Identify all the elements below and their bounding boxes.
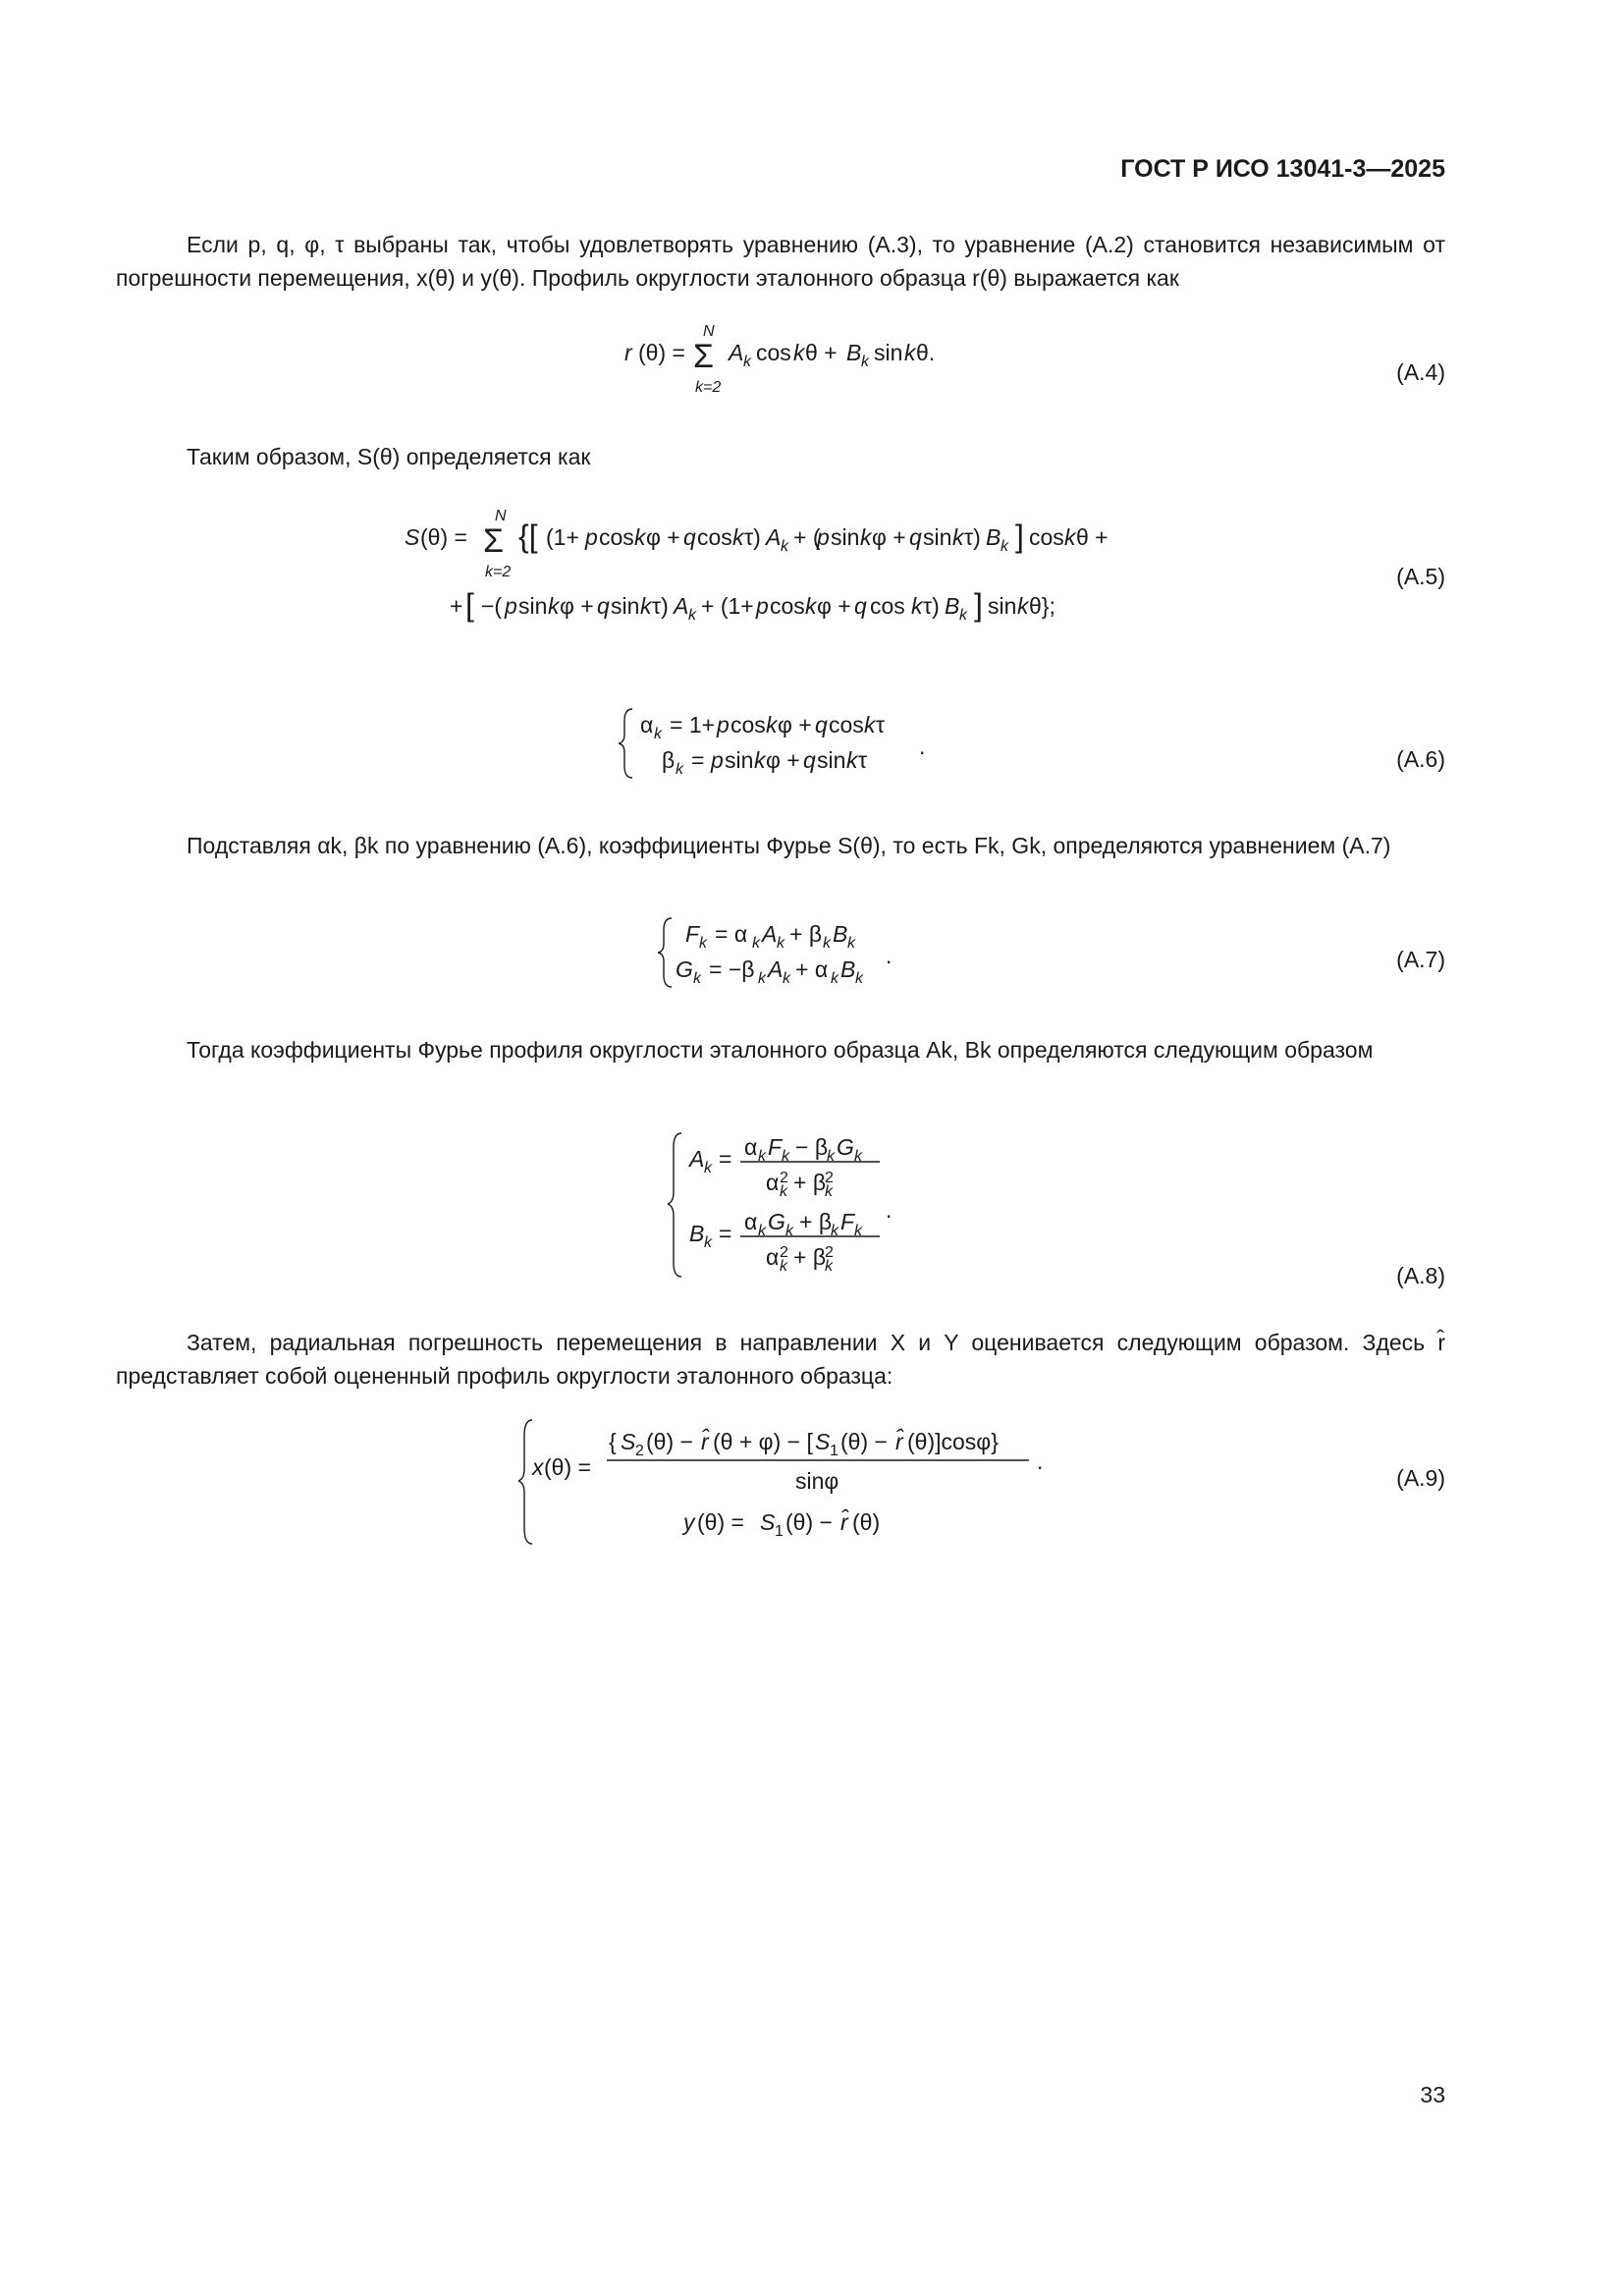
svg-text:B: B [840, 957, 856, 982]
svg-text:S: S [815, 1429, 831, 1454]
svg-text:= 1+: = 1+ [670, 712, 716, 738]
svg-text:k: k [846, 747, 858, 773]
svg-text:k: k [860, 524, 872, 550]
svg-text:τ: τ [876, 712, 886, 738]
paragraph-2 [116, 440, 1445, 473]
svg-text:Σ: Σ [693, 338, 715, 375]
svg-text:+ (1+: + (1+ [701, 593, 754, 619]
equation-a6 [619, 699, 952, 788]
svg-text:k: k [693, 970, 701, 987]
svg-text:.: . [886, 943, 893, 968]
svg-text:cos: cos [1029, 524, 1064, 550]
paragraph-1 [116, 228, 1445, 295]
svg-text:k: k [783, 970, 790, 987]
svg-text:.: . [1037, 1449, 1044, 1474]
svg-text:k: k [825, 1258, 833, 1275]
svg-text:q: q [803, 747, 816, 773]
svg-text:k: k [911, 593, 923, 619]
svg-text:(θ) =: (θ) = [420, 524, 467, 550]
svg-text:sin: sin [923, 524, 952, 550]
svg-text:k: k [654, 726, 662, 742]
svg-text:τ): τ) [652, 593, 669, 619]
svg-text:k: k [688, 607, 696, 624]
paragraph-5-text: Затем, радиальная погрешность перемещения в направлении X и Y оценивается следующим образом. Здесь r̂ представляет собой оцененный профиль округлости эталонного образца: [116, 1330, 1445, 1389]
svg-text:B: B [689, 1221, 705, 1246]
paragraph-1-text: Если p, q, φ, τ выбраны так, чтобы удовлетворять уравнению (А.3), то уравнение (А.2) становится независимым от погрешности перемещения, x(θ) и y(θ). Профиль округлости эталонного образца r(θ) выражается как [116, 232, 1445, 291]
svg-text:A: A [674, 593, 689, 619]
svg-text:B: B [986, 524, 1001, 550]
svg-text:+ β: + β [793, 1170, 827, 1195]
svg-text:2: 2 [780, 1244, 788, 1261]
svg-text:k: k [823, 935, 831, 952]
svg-text:p: p [717, 712, 730, 738]
svg-text:k: k [805, 593, 817, 619]
svg-text:r̂: r̂ [701, 1429, 709, 1454]
svg-text:A: A [689, 1146, 705, 1172]
svg-text:θ +: θ + [1076, 524, 1109, 550]
svg-text:k: k [766, 712, 778, 738]
svg-text:cos: cos [770, 593, 805, 619]
svg-text:cos: cos [756, 340, 791, 365]
svg-text:k: k [904, 340, 916, 365]
svg-text:A: A [766, 524, 782, 550]
svg-text:G: G [768, 1209, 785, 1234]
svg-text:τ): τ) [964, 524, 981, 550]
svg-text:k: k [855, 970, 863, 987]
paragraph-5 [116, 1326, 1445, 1393]
svg-text:=: = [719, 1146, 732, 1172]
svg-text:θ};: θ}; [1029, 593, 1055, 619]
svg-text:N: N [703, 323, 715, 340]
page-number: 33 [1420, 2082, 1445, 2107]
svg-text:k: k [754, 747, 766, 773]
svg-text:2: 2 [825, 1170, 834, 1186]
svg-text:B: B [833, 921, 848, 947]
svg-text:p: p [585, 524, 598, 550]
svg-text:2: 2 [780, 1170, 788, 1186]
svg-text:q: q [909, 524, 922, 550]
svg-text:k: k [952, 524, 964, 550]
svg-text:k: k [758, 1148, 766, 1165]
svg-text:k: k [959, 607, 967, 624]
svg-text:{[: {[ [518, 519, 538, 554]
svg-text:]: ] [974, 587, 983, 623]
svg-text:.: . [919, 734, 926, 759]
paragraph-3-text: Подставляя αk, βk по уравнению (А.6), коэффициенты Фурье S(θ), то есть Fk, Gk, определяются уравнением (А.7) [187, 833, 1391, 858]
svg-text:cos: cos [599, 524, 634, 550]
svg-text:G: G [676, 957, 693, 982]
paragraph-2-text: Таким образом, S(θ) определяется как [187, 444, 591, 469]
svg-text:α: α [640, 712, 654, 738]
svg-text:k: k [861, 354, 869, 370]
svg-text:k: k [825, 1183, 833, 1200]
svg-text:k: k [758, 970, 766, 987]
equation-a4 [589, 316, 982, 405]
svg-text:A: A [768, 957, 784, 982]
svg-text:k: k [676, 761, 683, 778]
svg-text:=: = [691, 747, 705, 773]
svg-text:S: S [405, 524, 420, 550]
svg-text:φ +: φ + [872, 524, 906, 550]
svg-text:q: q [854, 593, 867, 619]
svg-text:− β: − β [795, 1134, 829, 1160]
svg-text:k: k [847, 935, 855, 952]
svg-text:k: k [548, 593, 560, 619]
svg-text:φ +: φ + [646, 524, 680, 550]
equation-a9-label: (А.9) [1396, 1465, 1445, 1491]
svg-text:α: α [766, 1170, 780, 1195]
svg-text:(θ) =: (θ) = [638, 340, 685, 365]
svg-text:φ +: φ + [766, 747, 800, 773]
svg-text:r̂: r̂ [840, 1509, 848, 1535]
svg-text:p: p [817, 524, 830, 550]
svg-text:B: B [846, 340, 862, 365]
svg-text:2: 2 [635, 1443, 644, 1459]
svg-text:k: k [743, 354, 751, 370]
svg-text:sin: sin [518, 593, 548, 619]
svg-text:+ α: + α [795, 957, 829, 982]
svg-text:cos: cos [730, 712, 766, 738]
equation-a8-label: (А.8) [1396, 1263, 1445, 1288]
svg-text:k: k [699, 935, 707, 952]
svg-text:x: x [532, 1454, 544, 1480]
paragraph-4 [116, 1033, 1445, 1066]
svg-text:k: k [781, 538, 788, 555]
equation-a9 [518, 1414, 1068, 1552]
svg-text:sin: sin [831, 524, 860, 550]
svg-text:k: k [793, 340, 805, 365]
svg-text:q: q [597, 593, 610, 619]
svg-text:(θ): (θ) [852, 1509, 881, 1535]
svg-text:.: . [886, 1197, 893, 1223]
equation-a8 [668, 1127, 923, 1285]
svg-text:k: k [785, 1223, 793, 1239]
svg-text:φ +: φ + [560, 593, 594, 619]
svg-text:k: k [634, 524, 646, 550]
svg-text:(θ) −: (θ) − [646, 1429, 693, 1454]
paragraph-3 [116, 829, 1445, 862]
svg-text:θ +: θ + [805, 340, 838, 365]
svg-text:−(: −( [481, 593, 503, 619]
document-header: ГОСТ Р ИСО 13041-3—2025 [1120, 155, 1445, 183]
svg-text:k: k [782, 1148, 789, 1165]
svg-text:k: k [777, 935, 784, 952]
svg-text:sin: sin [988, 593, 1017, 619]
equation-a7-label: (А.7) [1396, 947, 1445, 972]
equation-a4-label: (А.4) [1396, 359, 1445, 385]
svg-text:cos: cos [829, 712, 864, 738]
svg-text:+ β: + β [793, 1244, 827, 1270]
svg-text:+ (: + ( [793, 524, 821, 550]
svg-text:k: k [704, 1234, 712, 1251]
svg-text:φ +: φ + [778, 712, 812, 738]
svg-text:(θ) =: (θ) = [697, 1509, 744, 1535]
svg-text:k: k [864, 712, 876, 738]
svg-text:p: p [711, 747, 724, 773]
equation-a6-label: (А.6) [1396, 746, 1445, 772]
svg-text:p: p [505, 593, 517, 619]
svg-text:F: F [840, 1209, 855, 1234]
svg-text:k: k [780, 1183, 787, 1200]
svg-text:(θ + φ) − [: (θ + φ) − [ [713, 1429, 813, 1454]
svg-text:k: k [780, 1258, 787, 1275]
svg-text:= α: = α [715, 921, 748, 947]
equation-a5 [393, 501, 1178, 648]
svg-text:r̂: r̂ [895, 1429, 903, 1454]
svg-text:k: k [704, 1160, 712, 1176]
svg-text:+: + [450, 593, 463, 619]
svg-text:A: A [729, 340, 744, 365]
svg-text:(θ) −: (θ) − [840, 1429, 888, 1454]
svg-text:k: k [854, 1223, 862, 1239]
svg-text:α: α [766, 1244, 780, 1270]
svg-text:S: S [760, 1509, 776, 1535]
equation-a7 [658, 908, 933, 997]
svg-text:q: q [683, 524, 696, 550]
svg-text:(θ) =: (θ) = [544, 1454, 591, 1480]
svg-text:sin: sin [725, 747, 754, 773]
svg-text:1: 1 [830, 1443, 839, 1459]
svg-text:=: = [719, 1221, 732, 1246]
svg-text:α: α [744, 1134, 758, 1160]
svg-text:y: y [683, 1509, 695, 1535]
svg-text:τ: τ [858, 747, 868, 773]
svg-text:k: k [854, 1148, 862, 1165]
svg-text:N: N [495, 508, 507, 524]
svg-text:sin: sin [874, 340, 903, 365]
svg-text:G: G [837, 1134, 854, 1160]
svg-text:Σ: Σ [483, 522, 505, 560]
svg-text:θ.: θ. [916, 340, 936, 365]
svg-text:k: k [827, 1148, 835, 1165]
svg-text:F: F [685, 921, 700, 947]
svg-text:β: β [662, 747, 676, 773]
svg-text:sin: sin [817, 747, 846, 773]
svg-text:F: F [768, 1134, 783, 1160]
svg-text:+ β: + β [789, 921, 823, 947]
svg-text:sinφ: sinφ [795, 1468, 839, 1494]
svg-text:cos: cos [870, 593, 905, 619]
svg-text:[: [ [465, 587, 474, 623]
svg-text:k: k [758, 1223, 766, 1239]
svg-text:α: α [744, 1209, 758, 1234]
svg-text:k: k [1017, 593, 1029, 619]
svg-text:k: k [831, 970, 839, 987]
svg-text:q: q [815, 712, 828, 738]
svg-text:2: 2 [825, 1244, 834, 1261]
svg-text:k: k [1001, 538, 1008, 555]
svg-text:k=2: k=2 [485, 564, 512, 580]
svg-text:p: p [756, 593, 769, 619]
svg-text:τ): τ) [744, 524, 761, 550]
svg-text:B: B [945, 593, 960, 619]
svg-text:k: k [732, 524, 744, 550]
svg-text:r: r [624, 340, 632, 365]
svg-text:1: 1 [775, 1523, 784, 1540]
svg-text:S: S [621, 1429, 636, 1454]
svg-text:k: k [1064, 524, 1076, 550]
svg-text:(1+: (1+ [546, 524, 579, 550]
equation-a5-label: (А.5) [1396, 564, 1445, 589]
svg-text:{: { [609, 1429, 617, 1454]
svg-text:(θ) −: (θ) − [785, 1509, 833, 1535]
svg-text:= −β: = −β [709, 957, 755, 982]
svg-text:A: A [762, 921, 778, 947]
svg-text:k: k [831, 1223, 839, 1239]
svg-text:k=2: k=2 [695, 379, 722, 396]
svg-text:]: ] [1015, 519, 1024, 554]
svg-text:cos: cos [697, 524, 732, 550]
svg-text:τ): τ) [923, 593, 940, 619]
svg-text:k: k [640, 593, 652, 619]
svg-text:φ +: φ + [817, 593, 851, 619]
svg-text:+ β: + β [799, 1209, 833, 1234]
svg-text:(θ)]cosφ}: (θ)]cosφ} [907, 1429, 999, 1454]
svg-text:sin: sin [611, 593, 640, 619]
paragraph-4-text: Тогда коэффициенты Фурье профиля округлости эталонного образца Ak, Bk определяются следующим образом [187, 1037, 1374, 1063]
svg-text:k: k [752, 935, 760, 952]
